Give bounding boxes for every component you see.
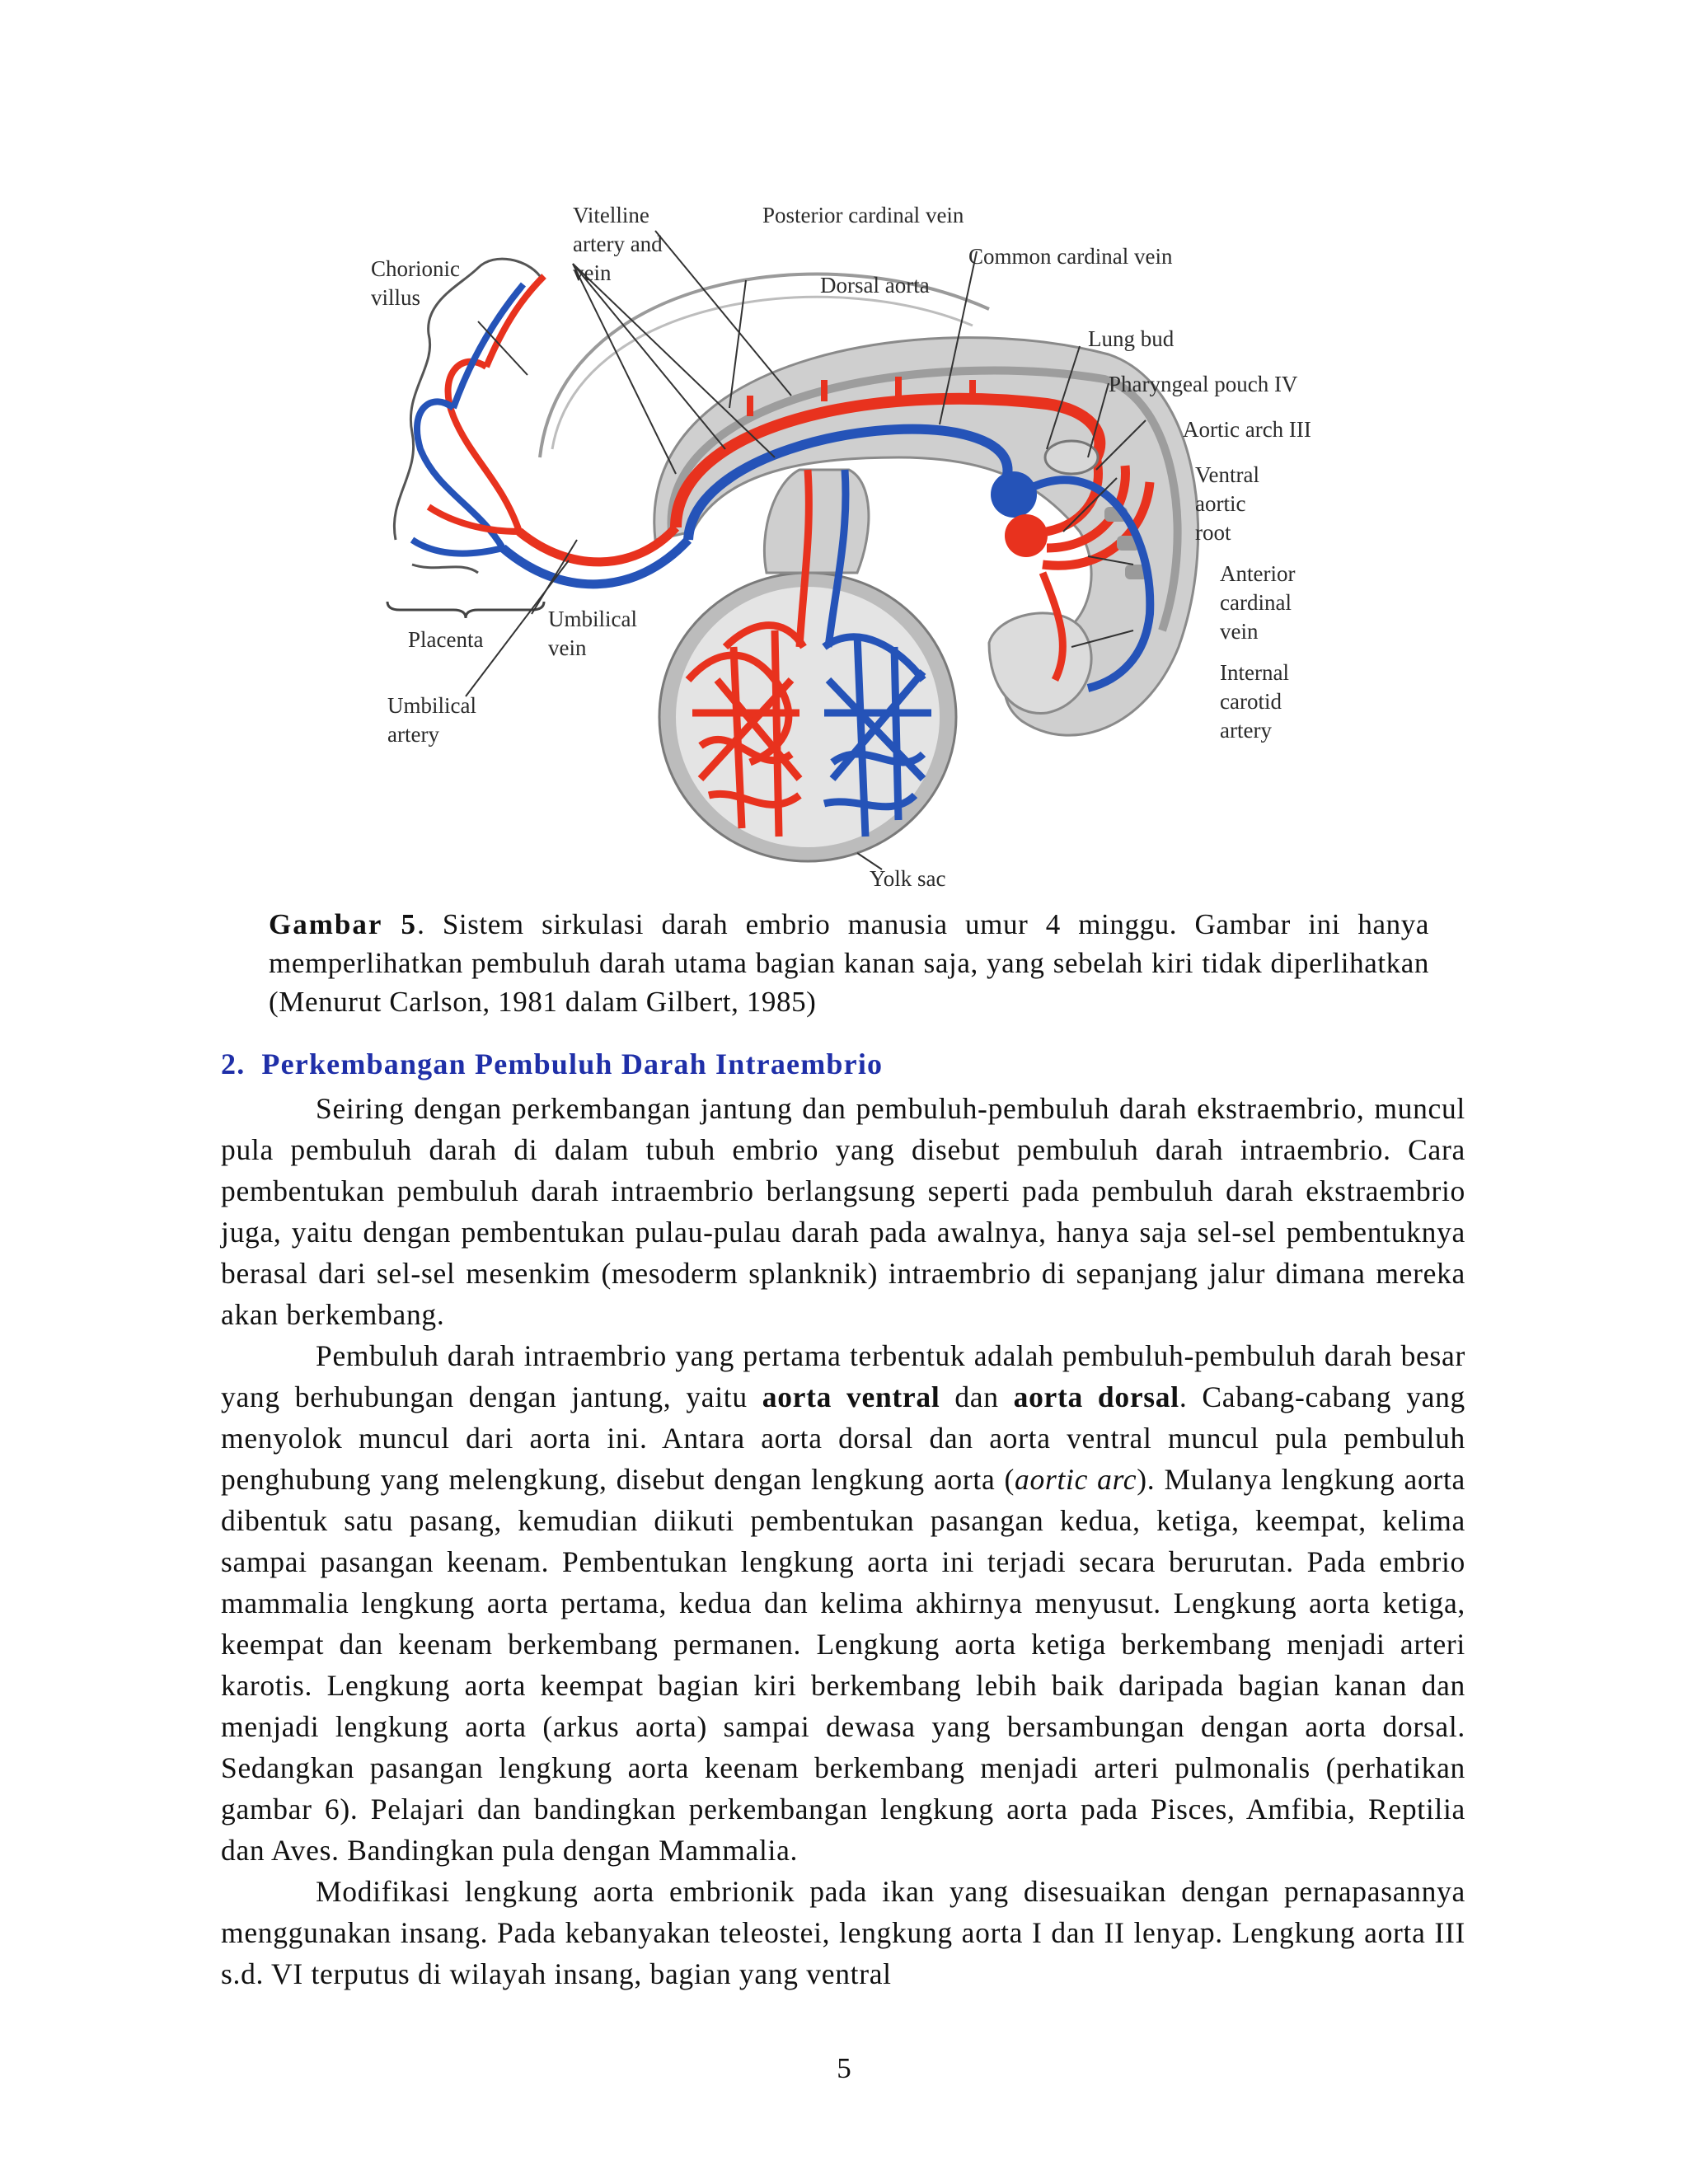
chorionic-villi xyxy=(412,276,544,554)
p2-text-d: ). Mulanya lengkung aorta dibentuk satu pasang, kemudian diikuti pembentukan pasangan kedua, ketiga, keempat, kelima sampai pasangan keenam. Pembentukan lengkung aorta ini terjadi secara berurutan. Pada embrio mammalia lengkung aorta pertama, kedua dan kelima akhirnya menyusut. Lengkung aorta ketiga, keempat dan keenam berkembang permanen. Lengkung aorta ketiga berkembang menjadi arteri karotis. Lengkung aorta keempat bagian kiri berkembang lebih baik daripada bagian kanan dan menjadi lengkung aorta (arkus aorta) sampai dewasa yang bersambungan dengan aorta dorsal. Sedangkan pasangan lengkung aorta keenam berkembang menjadi arteri pulmonalis (perhatikan gambar 6). Pelajari dan bandingkan perkembangan lengkung aorta pada Pisces, Amfibia, Reptilia dan Aves. Bandingkan pula dengan Mammalia. xyxy=(221,1463,1465,1867)
caption-text: . Sistem sirkulasi darah embrio manusia umur 4 minggu. Gambar ini hanya memperlihatkan pembuluh darah utama bagian kanan saja, yang sebelah kiri tidak diperlihatkan (Menurut Carlson, 1981 dalam Gilbert, 1985) xyxy=(269,908,1429,1018)
term-aortic-arc: aortic arc xyxy=(1015,1463,1137,1496)
label-vitelline: Vitelline artery and vein xyxy=(573,203,663,285)
label-anterior-cardinal-vein: Anterior cardinal vein xyxy=(1220,561,1296,644)
figure-caption xyxy=(269,905,1429,1021)
label-umbilical-vein: Umbilical vein xyxy=(548,607,637,660)
label-umbilical-artery: Umbilical artery xyxy=(387,693,476,747)
label-ventral-aortic-root: Ventral aortic root xyxy=(1195,462,1259,545)
term-aorta-ventral: aorta ventral xyxy=(762,1380,940,1413)
label-yolk-sac: Yolk sac xyxy=(870,866,946,891)
p2-text-a: Pembuluh darah intraembrio yang pertama terbentuk adalah pembuluh-pembuluh darah besar yang berhubungan dengan jantung, yaitu xyxy=(221,1339,1465,1413)
label-internal-carotid-artery: Internal carotid artery xyxy=(1220,660,1289,743)
head-region xyxy=(989,613,1091,714)
paragraph-2 xyxy=(221,1335,1465,1871)
term-aorta-dorsal: aorta dorsal xyxy=(1013,1380,1179,1413)
caption-label: Gambar 5 xyxy=(269,908,418,940)
p2-text-b: dan xyxy=(940,1380,1014,1413)
placenta-bracket xyxy=(387,602,544,618)
lung-bud xyxy=(1045,441,1098,474)
label-posterior-cardinal-vein: Posterior cardinal vein xyxy=(762,203,964,227)
heart-atrium xyxy=(991,471,1037,518)
label-common-cardinal-vein: Common cardinal vein xyxy=(968,244,1173,269)
label-lung-bud: Lung bud xyxy=(1088,326,1175,351)
section-heading xyxy=(221,1047,1457,1081)
yolk-stalk xyxy=(764,470,869,573)
label-pharyngeal-pouch: Pharyngeal pouch IV xyxy=(1109,372,1298,396)
label-placenta: Placenta xyxy=(408,627,484,652)
embryo-circulation-diagram xyxy=(363,185,1352,894)
p2-text-c: . Cabang-cabang yang menyolok muncul dari aorta ini. Antara aorta dorsal dan aorta ventral muncul pula pembuluh penghubung yang melengkung, disebut dengan lengkung aorta ( xyxy=(221,1380,1465,1496)
label-dorsal-aorta: Dorsal aorta xyxy=(820,273,930,298)
section-number: 2. xyxy=(221,1047,246,1080)
label-aortic-arch: Aortic arch III xyxy=(1183,417,1311,442)
paragraph-1: Seiring dengan perkembangan jantung dan pembuluh-pembuluh darah ekstraembrio, muncul pula pembuluh darah di dalam tubuh embrio yang disebut pembuluh darah intraembrio. Cara pembentukan pembuluh darah intraembrio berlangsung seperti pada pembuluh darah ekstraembrio juga, yaitu dengan pembentukan pulau-pulau darah pada awalnya, hanya saja sel-sel pembentuknya berasal dari sel-sel mesenkim (mesoderm splanknik) intraembrio di sepanjang jalur dimana mereka akan berkembang. xyxy=(221,1092,1465,1331)
paragraph-3: Modifikasi lengkung aorta embrionik pada ikan yang disesuaikan dengan pernapasannya menggunakan insang. Pada kebanyakan teleostei, lengkung aorta I dan II lenyap. Lengkung aorta III s.d. VI terputus di wilayah insang, bagian yang ventral xyxy=(221,1875,1465,1990)
heart-ventricle xyxy=(1005,514,1048,557)
embryo-circulation-figure xyxy=(363,185,1352,894)
umbilical-artery-vessel xyxy=(519,527,676,562)
section-title: Perkembangan Pembuluh Darah Intraembrio xyxy=(261,1047,884,1080)
page-number: 5 xyxy=(837,2052,851,2084)
body-text xyxy=(221,1088,1465,1994)
label-chorionic-villus: Chorionic villus xyxy=(371,256,460,310)
